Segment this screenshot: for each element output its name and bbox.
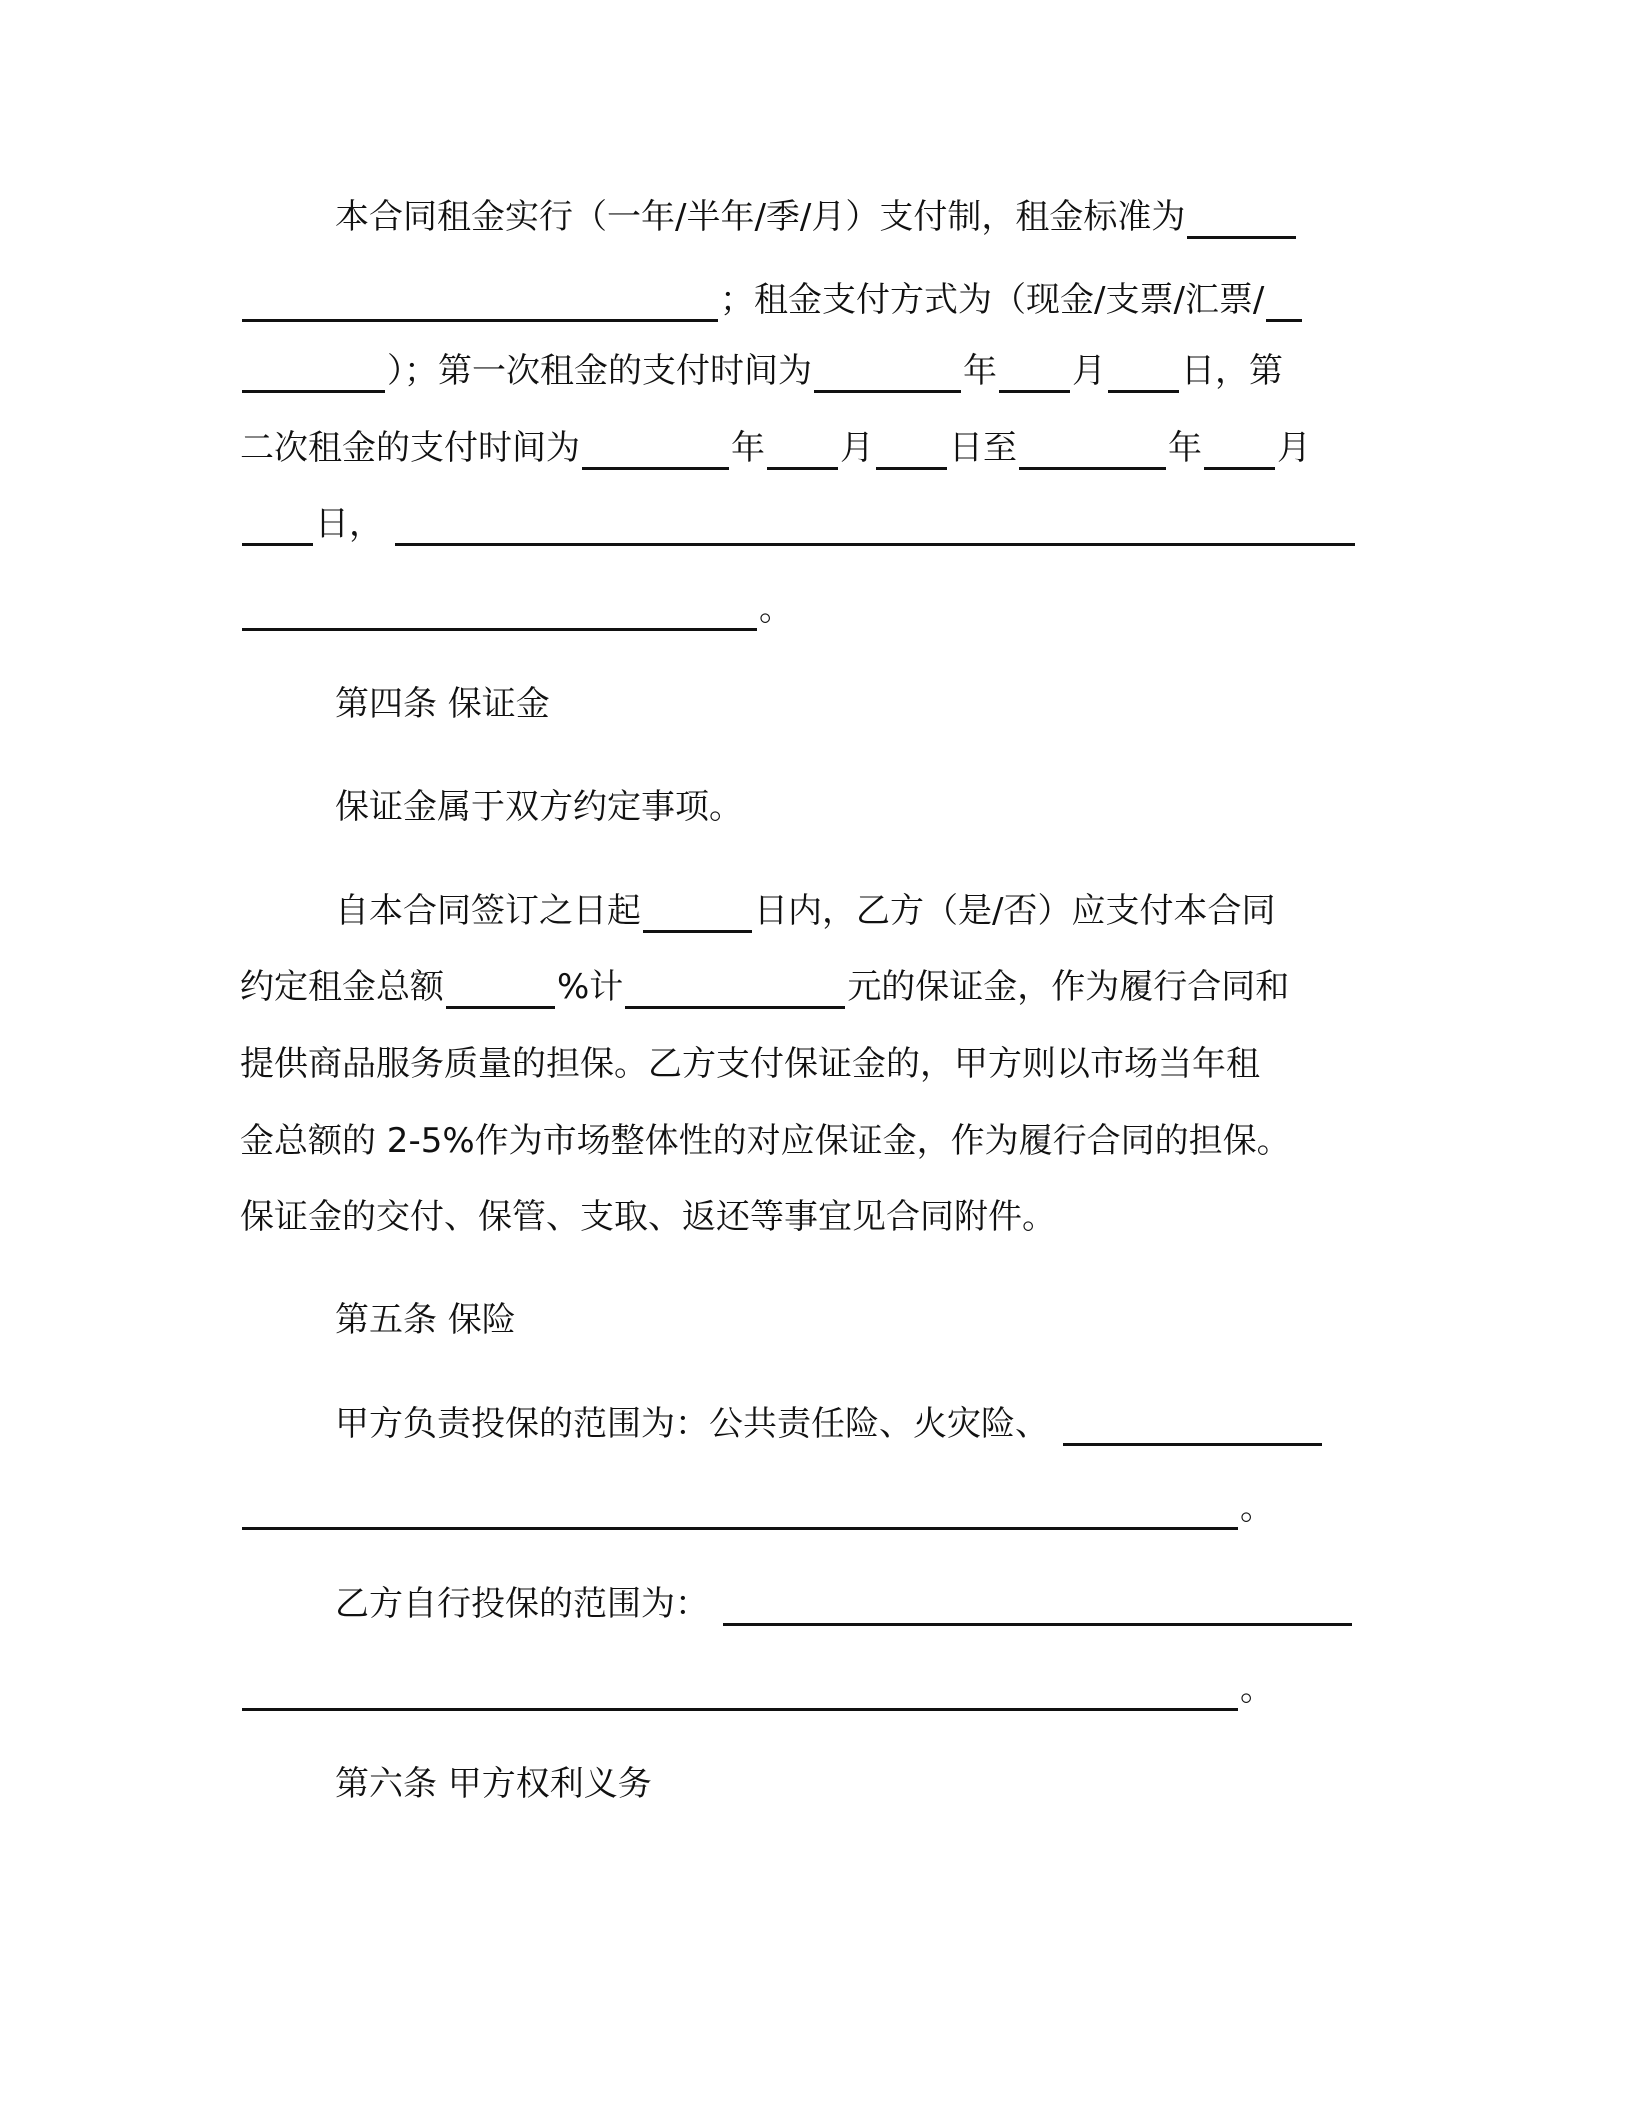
blank-field[interactable] xyxy=(814,356,961,393)
article-5-para-2-cont xyxy=(240,1667,1274,1711)
article-5-para-1-cont xyxy=(240,1486,1274,1530)
blank-field[interactable] xyxy=(643,896,752,933)
blank-field[interactable] xyxy=(242,285,718,322)
rent-line-1 xyxy=(335,195,1298,239)
blank-field[interactable] xyxy=(242,509,313,546)
text: 自本合同签订之日起 xyxy=(335,891,641,931)
text: 二次租金的支付时间为 xyxy=(240,428,580,468)
text: 甲方负责投保的范围为：公共责任险、火灾险、 xyxy=(335,1404,1049,1444)
article-4-line-4: 金总额的 2-5%作为市场整体性的对应保证金，作为履行合同的担保。 xyxy=(240,1121,1291,1161)
text: 。 xyxy=(1240,1488,1274,1528)
text: 年 xyxy=(731,428,765,468)
blank-field[interactable] xyxy=(1063,1409,1322,1446)
text: ）；第一次租金的支付时间为 xyxy=(387,351,812,391)
text: 元的保证金，作为履行合同和 xyxy=(847,967,1290,1007)
blank-field[interactable] xyxy=(876,433,947,470)
blank-field[interactable] xyxy=(1019,433,1166,470)
blank-field[interactable] xyxy=(1187,202,1296,239)
rent-line-5 xyxy=(240,502,1357,546)
text: 日内，乙方（是/否）应支付本合同 xyxy=(754,891,1276,931)
text: 月 xyxy=(840,428,874,468)
blank-field[interactable] xyxy=(1108,356,1179,393)
text: 年 xyxy=(1168,428,1202,468)
article-5-heading: 第五条 保险 xyxy=(335,1300,516,1340)
article-4-line-1 xyxy=(335,889,1275,933)
text: ；租金支付方式为（现金/支票/汇票/ xyxy=(720,280,1265,320)
text: 日至 xyxy=(949,428,1017,468)
article-4-para-1: 保证金属于双方约定事项。 xyxy=(335,787,743,827)
blank-field[interactable] xyxy=(242,1493,1238,1530)
blank-field[interactable] xyxy=(999,356,1070,393)
article-5-para-2 xyxy=(335,1582,1354,1626)
text: 。 xyxy=(759,589,793,629)
text: 日，第 xyxy=(1181,351,1283,391)
text: 乙方自行投保的范围为： xyxy=(335,1584,709,1624)
text: 年 xyxy=(963,351,997,391)
rent-line-3 xyxy=(240,349,1283,393)
blank-field[interactable] xyxy=(242,356,385,393)
blank-field[interactable] xyxy=(242,1674,1238,1711)
article-4-heading: 第四条 保证金 xyxy=(335,684,550,724)
blank-field[interactable] xyxy=(767,433,838,470)
blank-field[interactable] xyxy=(446,972,555,1009)
rent-line-2 xyxy=(240,278,1304,322)
text: 月 xyxy=(1072,351,1106,391)
article-4-line-3: 提供商品服务质量的担保。乙方支付保证金的，甲方则以市场当年租 xyxy=(240,1044,1260,1084)
article-5-para-1 xyxy=(335,1402,1324,1446)
text: 。 xyxy=(1240,1669,1274,1709)
blank-field[interactable] xyxy=(1266,285,1302,322)
blank-field[interactable] xyxy=(1204,433,1275,470)
article-6-heading: 第六条 甲方权利义务 xyxy=(335,1764,652,1804)
text: 月 xyxy=(1277,428,1311,468)
text: 本合同租金实行（一年/半年/季/月）支付制，租金标准为 xyxy=(335,197,1186,237)
text: 约定租金总额 xyxy=(240,967,444,1007)
article-4-line-2 xyxy=(240,965,1289,1009)
rent-line-4 xyxy=(240,426,1311,470)
text: 日， xyxy=(315,504,383,544)
blank-field[interactable] xyxy=(582,433,729,470)
blank-field[interactable] xyxy=(625,972,845,1009)
blank-field[interactable] xyxy=(242,594,757,631)
blank-field[interactable] xyxy=(723,1589,1352,1626)
rent-line-6 xyxy=(240,587,793,631)
article-4-line-5: 保证金的交付、保管、支取、返还等事宜见合同附件。 xyxy=(240,1197,1056,1237)
blank-field[interactable] xyxy=(395,509,1355,546)
text: %计 xyxy=(557,967,624,1007)
